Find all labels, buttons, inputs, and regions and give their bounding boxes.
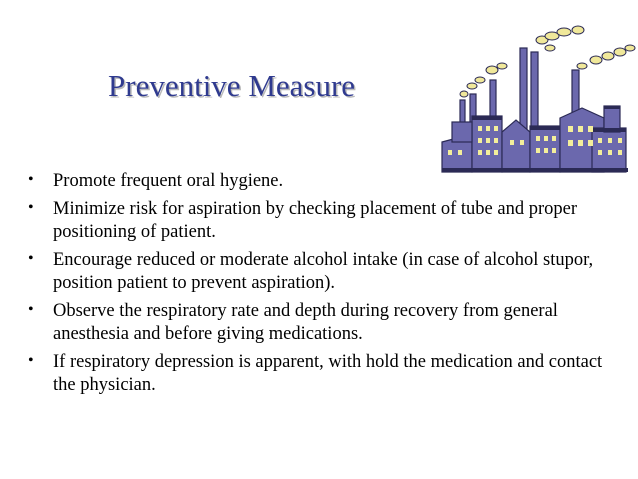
- bullet-list: [28, 170, 628, 402]
- bullet-text: If respiratory depression is apparent, with hold the medication and contact the physician.: [53, 351, 603, 395]
- bullet-dot: •: [28, 351, 34, 369]
- bullet-dot: •: [28, 198, 34, 216]
- bullet-text: Observe the respiratory rate and depth during recovery from general anesthesia and before giving medications.: [53, 300, 558, 344]
- bullet-text: Encourage reduced or moderate alcohol intake (in case of alcohol stupor, position patient to prevent aspiration).: [53, 249, 594, 293]
- bullet-item: [28, 198, 628, 245]
- factory-clipart-icon: [432, 22, 638, 177]
- bullet-dot: •: [28, 249, 34, 267]
- bullet-item: [28, 300, 628, 347]
- bullet-dot: •: [28, 171, 34, 188]
- bullet-item: [28, 170, 628, 194]
- bullet-item: [28, 351, 628, 398]
- bullet-text: Minimize risk for aspiration by checking placement of tube and proper positioning of patient.: [53, 198, 577, 242]
- slide-title: Preventive Measure: [108, 68, 356, 103]
- bullet-dot: •: [28, 300, 34, 318]
- bullet-text: Promote frequent oral hygiene.: [53, 171, 284, 191]
- bullet-item: [28, 249, 628, 296]
